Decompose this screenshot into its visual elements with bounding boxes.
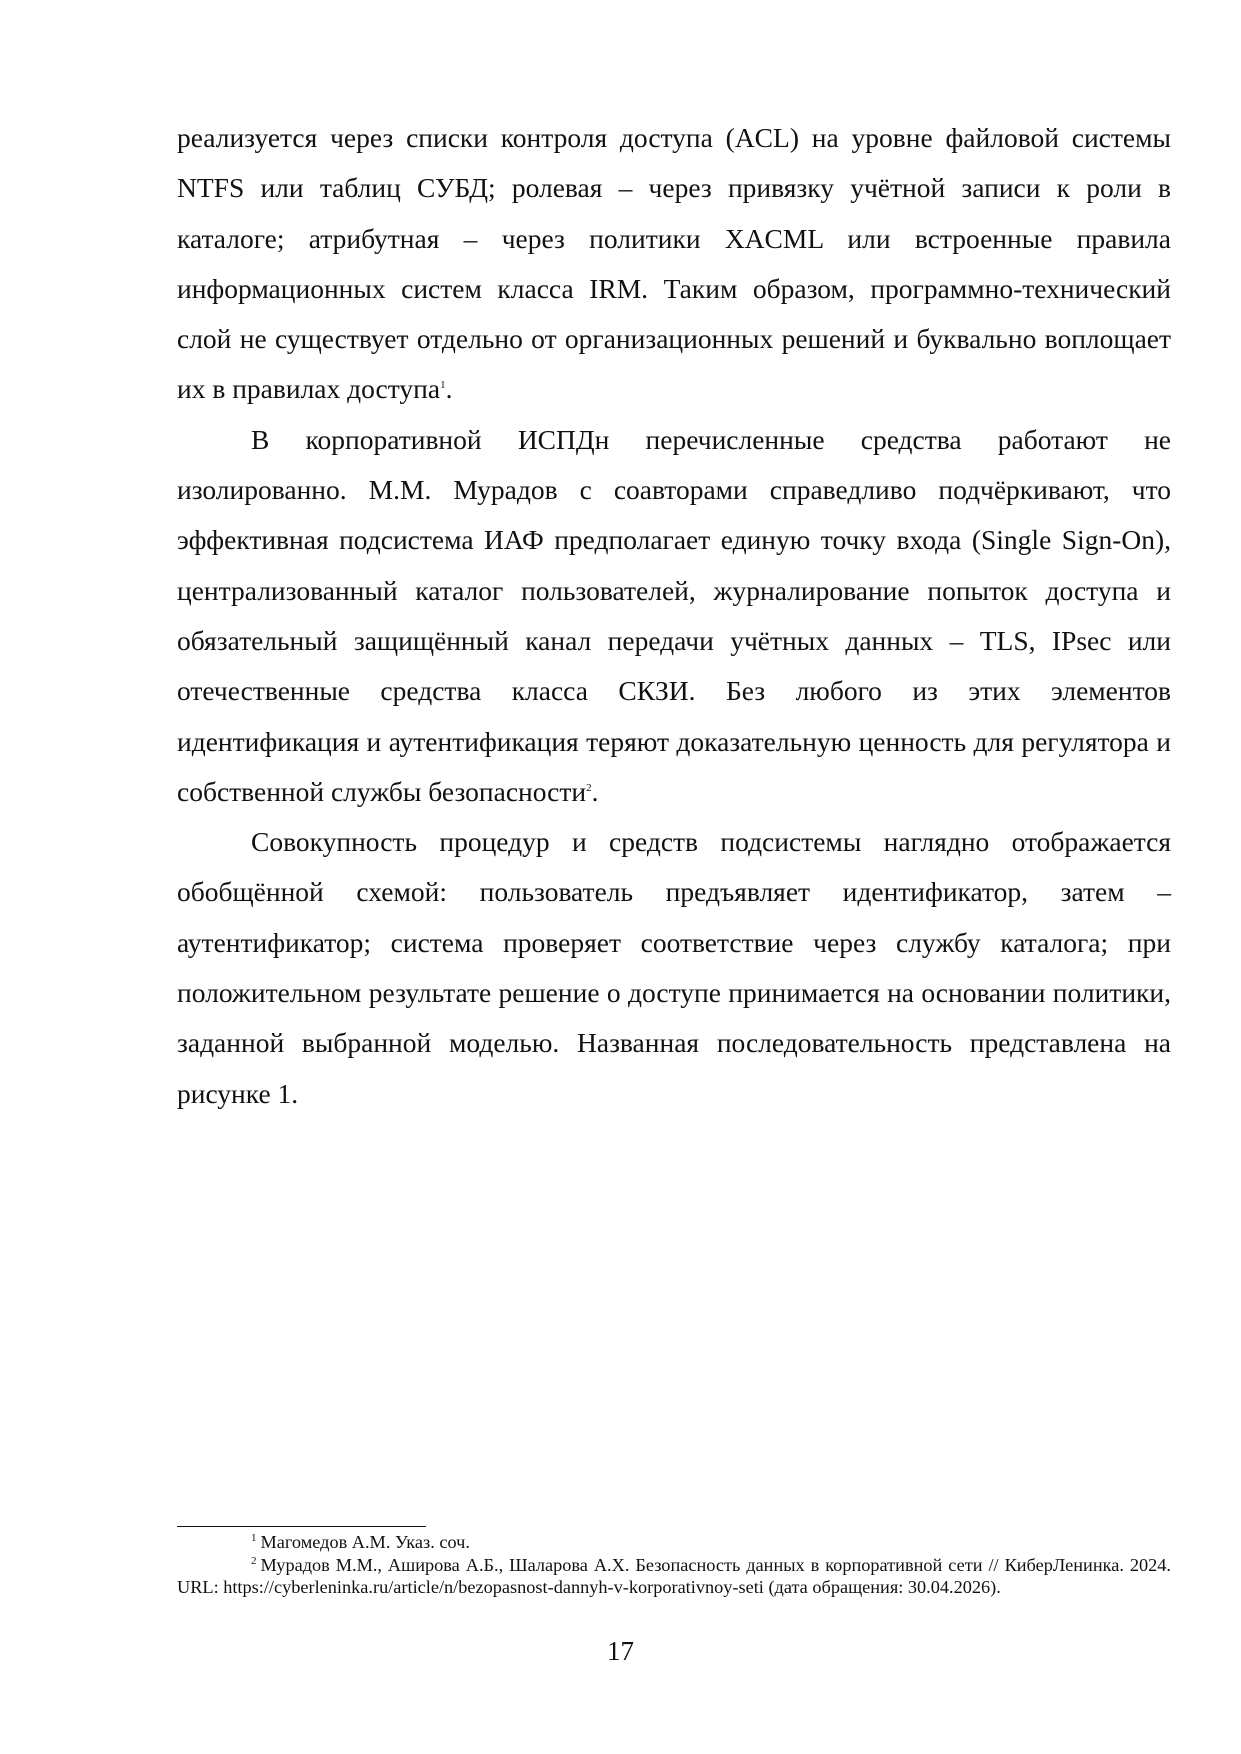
paragraph-3 xyxy=(177,817,1171,1119)
footnote-2 xyxy=(177,1554,1171,1599)
footnotes xyxy=(177,1531,1171,1599)
paragraph-text: В корпоративной ИСПДн перечисленные средства работают не изолированно. М.М. Мурадов с соавторами справедливо подчёркивают, что эффективная подсистема ИАФ предполагает единую точку входа (Single Sign-On), централизованный каталог пользователей, журналирование попыток доступа и обязательный защищённый канал передачи учётных данных – TLS, IPsec или отечественные средства класса СКЗИ. Без любого из этих элементов идентификация и аутентификация теряют доказательную ценность для регулятора и собственной службы безопасности xyxy=(177,423,1171,807)
paragraph-1 xyxy=(177,113,1171,415)
paragraph-text: . xyxy=(591,775,599,807)
body-text xyxy=(177,113,1171,1119)
footnote-separator xyxy=(177,1526,426,1527)
footnote-reference[interactable]: 2 xyxy=(586,781,592,794)
footnote-1 xyxy=(177,1531,1171,1554)
footnote-text: Магомедов А.М. Указ. соч. xyxy=(260,1532,470,1552)
paragraph-text: реализуется через списки контроля доступа (ACL) на уровне файловой системы NTFS или таблиц СУБД; ролевая – через привязку учётной записи к роли в каталоге; атрибутная – через политики XACML или встроенные правила информационных систем класса IRM. Таким образом, программно-технический слой не существует отдельно от организационных решений и буквально воплощает их в правилах доступа xyxy=(177,122,1171,405)
paragraph-text: Совокупность процедур и средств подсистемы наглядно отображается обобщённой схемой: пользователь предъявляет идентификатор, затем – аутентификатор; система проверяет соответствие через службу каталога; при положительном результате решение о доступе принимается на основании политики, заданной выбранной моделью. Названная последовательность представлена на рисунке 1. xyxy=(177,826,1171,1109)
footnote-reference[interactable]: 1 xyxy=(440,379,446,392)
footnote-text: Мурадов М.М., Аширова А.Б., Шаларова А.Х. Безопасность данных в корпоративной сети // КиберЛенинка. 2024. URL: https://cyberleninka.ru/article/n/bezopasnost-dannyh-v-korporativnoy-seti (дата обращения: 30.04.2026). xyxy=(177,1554,1171,1597)
paragraph-text: . xyxy=(445,373,453,405)
footnote-number: 2 xyxy=(251,1554,257,1567)
page-number: 17 xyxy=(607,1636,634,1666)
paragraph-2 xyxy=(177,415,1171,817)
footnote-number: 1 xyxy=(251,1532,257,1544)
